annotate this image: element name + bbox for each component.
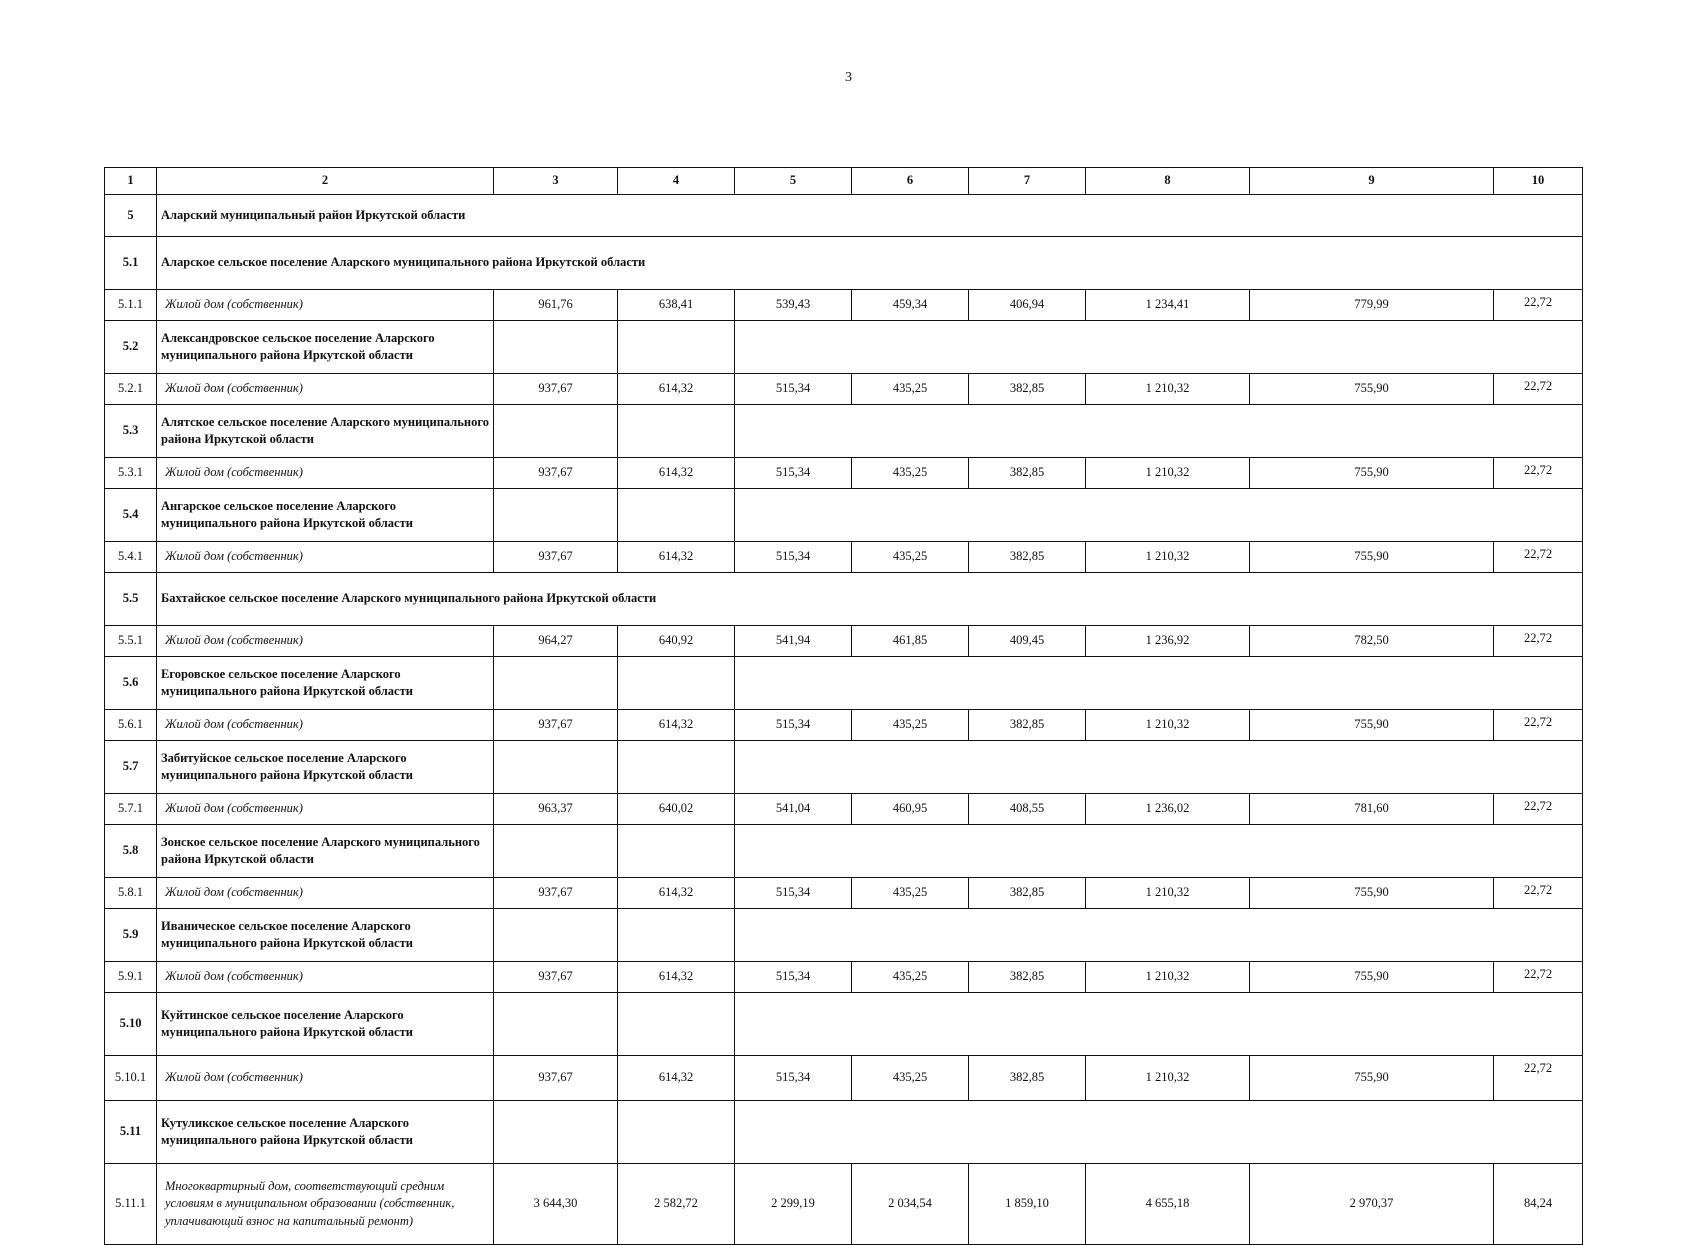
blank-cell <box>735 1101 1583 1164</box>
value-cell: 435,25 <box>852 374 969 405</box>
row-number: 5.5 <box>105 573 157 626</box>
value-cell: 1 236,02 <box>1086 794 1250 825</box>
value-cell: 1 210,32 <box>1086 458 1250 489</box>
row-name: Забитуйское сельское поселение Аларского муниципального района Иркутской области <box>157 741 494 794</box>
value-cell: 382,85 <box>969 374 1086 405</box>
group-row <box>105 405 1583 458</box>
value-cell: 409,45 <box>969 626 1086 657</box>
value-cell: 435,25 <box>852 962 969 993</box>
value-cell: 22,72 <box>1494 458 1583 489</box>
group-row <box>105 909 1583 962</box>
table-row <box>105 374 1583 405</box>
value-cell: 614,32 <box>618 878 735 909</box>
value-cell: 382,85 <box>969 1056 1086 1101</box>
row-number: 5.2.1 <box>105 374 157 405</box>
blank-cell <box>735 489 1583 542</box>
value-cell: 614,32 <box>618 1056 735 1101</box>
value-cell: 1 210,32 <box>1086 374 1250 405</box>
column-header: 4 <box>618 168 735 195</box>
row-name: Жилой дом (собственник) <box>157 542 494 573</box>
blank-cell <box>494 405 618 458</box>
row-number: 5.7.1 <box>105 794 157 825</box>
row-name: Жилой дом (собственник) <box>157 1056 494 1101</box>
value-cell: 22,72 <box>1494 962 1583 993</box>
blank-cell <box>494 1101 618 1164</box>
value-cell: 937,67 <box>494 962 618 993</box>
blank-cell <box>494 741 618 794</box>
value-cell: 755,90 <box>1250 1056 1494 1101</box>
blank-cell <box>618 909 735 962</box>
row-number: 5.2 <box>105 321 157 374</box>
row-name: Александровское сельское поселение Аларского муниципального района Иркутской области <box>157 321 494 374</box>
column-header: 2 <box>157 168 494 195</box>
blank-cell <box>618 1101 735 1164</box>
row-number: 5.1.1 <box>105 290 157 321</box>
row-number: 5.3.1 <box>105 458 157 489</box>
value-cell: 2 582,72 <box>618 1164 735 1245</box>
column-header: 3 <box>494 168 618 195</box>
column-header: 10 <box>1494 168 1583 195</box>
blank-cell <box>735 825 1583 878</box>
row-name: Бахтайское сельское поселение Аларского муниципального района Иркутской области <box>157 573 1583 626</box>
value-cell: 937,67 <box>494 1056 618 1101</box>
blank-cell <box>735 321 1583 374</box>
value-cell: 435,25 <box>852 458 969 489</box>
value-cell: 755,90 <box>1250 458 1494 489</box>
value-cell: 755,90 <box>1250 710 1494 741</box>
row-name: Жилой дом (собственник) <box>157 626 494 657</box>
value-cell: 640,02 <box>618 794 735 825</box>
value-cell: 1 234,41 <box>1086 290 1250 321</box>
blank-cell <box>494 825 618 878</box>
value-cell: 22,72 <box>1494 878 1583 909</box>
value-cell: 435,25 <box>852 1056 969 1101</box>
value-cell: 4 655,18 <box>1086 1164 1250 1245</box>
row-number: 5.11.1 <box>105 1164 157 1245</box>
row-name: Куйтинское сельское поселение Аларского муниципального района Иркутской области <box>157 993 494 1056</box>
row-number: 5.8.1 <box>105 878 157 909</box>
value-cell: 961,76 <box>494 290 618 321</box>
row-name: Жилой дом (собственник) <box>157 962 494 993</box>
value-cell: 781,60 <box>1250 794 1494 825</box>
value-cell: 515,34 <box>735 458 852 489</box>
value-cell: 755,90 <box>1250 962 1494 993</box>
value-cell: 614,32 <box>618 710 735 741</box>
blank-cell <box>618 993 735 1056</box>
group-row <box>105 825 1583 878</box>
blank-cell <box>735 657 1583 710</box>
blank-cell <box>618 405 735 458</box>
value-cell: 937,67 <box>494 542 618 573</box>
value-cell: 515,34 <box>735 878 852 909</box>
value-cell: 782,50 <box>1250 626 1494 657</box>
row-number: 5.11 <box>105 1101 157 1164</box>
table-row <box>105 1164 1583 1245</box>
row-number: 5.7 <box>105 741 157 794</box>
row-number: 5.9 <box>105 909 157 962</box>
row-name: Аларское сельское поселение Аларского муниципального района Иркутской области <box>157 237 1583 290</box>
column-header: 8 <box>1086 168 1250 195</box>
value-cell: 22,72 <box>1494 1056 1583 1101</box>
row-name: Кутуликское сельское поселение Аларского муниципального района Иркутской области <box>157 1101 494 1164</box>
group-row <box>105 657 1583 710</box>
value-cell: 22,72 <box>1494 794 1583 825</box>
blank-cell <box>494 993 618 1056</box>
column-header: 1 <box>105 168 157 195</box>
value-cell: 1 210,32 <box>1086 542 1250 573</box>
value-cell: 435,25 <box>852 710 969 741</box>
blank-cell <box>494 909 618 962</box>
value-cell: 614,32 <box>618 374 735 405</box>
row-name: Зонское сельское поселение Аларского муниципального района Иркутской области <box>157 825 494 878</box>
value-cell: 515,34 <box>735 962 852 993</box>
row-number: 5.5.1 <box>105 626 157 657</box>
row-name: Аларский муниципальный район Иркутской области <box>157 195 1583 237</box>
value-cell: 755,90 <box>1250 542 1494 573</box>
value-cell: 382,85 <box>969 542 1086 573</box>
blank-cell <box>735 405 1583 458</box>
value-cell: 2 970,37 <box>1250 1164 1494 1245</box>
value-cell: 3 644,30 <box>494 1164 618 1245</box>
value-cell: 84,24 <box>1494 1164 1583 1245</box>
group-row <box>105 993 1583 1056</box>
row-name: Жилой дом (собственник) <box>157 878 494 909</box>
blank-cell <box>494 321 618 374</box>
group-row <box>105 489 1583 542</box>
group-row <box>105 321 1583 374</box>
column-header: 9 <box>1250 168 1494 195</box>
value-cell: 515,34 <box>735 710 852 741</box>
blank-cell <box>618 741 735 794</box>
value-cell: 22,72 <box>1494 374 1583 405</box>
value-cell: 640,92 <box>618 626 735 657</box>
column-header: 7 <box>969 168 1086 195</box>
group-row <box>105 741 1583 794</box>
value-cell: 937,67 <box>494 710 618 741</box>
group-row <box>105 237 1583 290</box>
table-row <box>105 794 1583 825</box>
value-cell: 515,34 <box>735 1056 852 1101</box>
blank-cell <box>618 489 735 542</box>
value-cell: 937,67 <box>494 374 618 405</box>
group-row <box>105 1101 1583 1164</box>
tariff-table <box>104 167 1583 1245</box>
row-name: Жилой дом (собственник) <box>157 710 494 741</box>
table-row <box>105 878 1583 909</box>
value-cell: 515,34 <box>735 374 852 405</box>
row-name: Жилой дом (собственник) <box>157 794 494 825</box>
value-cell: 382,85 <box>969 878 1086 909</box>
value-cell: 539,43 <box>735 290 852 321</box>
row-name: Алятское сельское поселение Аларского муниципального района Иркутской области <box>157 405 494 458</box>
value-cell: 755,90 <box>1250 374 1494 405</box>
row-number: 5.10.1 <box>105 1056 157 1101</box>
blank-cell <box>494 657 618 710</box>
value-cell: 459,34 <box>852 290 969 321</box>
value-cell: 1 210,32 <box>1086 710 1250 741</box>
blank-cell <box>735 741 1583 794</box>
page-number: 3 <box>845 70 852 85</box>
table-row <box>105 962 1583 993</box>
row-name: Жилой дом (собственник) <box>157 290 494 321</box>
value-cell: 614,32 <box>618 962 735 993</box>
table-header-row <box>105 168 1583 195</box>
value-cell: 638,41 <box>618 290 735 321</box>
value-cell: 1 210,32 <box>1086 1056 1250 1101</box>
value-cell: 406,94 <box>969 290 1086 321</box>
value-cell: 937,67 <box>494 878 618 909</box>
blank-cell <box>618 657 735 710</box>
table-row <box>105 1056 1583 1101</box>
column-header: 6 <box>852 168 969 195</box>
value-cell: 435,25 <box>852 542 969 573</box>
row-number: 5.1 <box>105 237 157 290</box>
value-cell: 382,85 <box>969 710 1086 741</box>
group-row <box>105 573 1583 626</box>
table-row <box>105 458 1583 489</box>
value-cell: 779,99 <box>1250 290 1494 321</box>
blank-cell <box>618 321 735 374</box>
value-cell: 541,94 <box>735 626 852 657</box>
blank-cell <box>735 993 1583 1056</box>
row-number: 5.3 <box>105 405 157 458</box>
value-cell: 614,32 <box>618 458 735 489</box>
value-cell: 964,27 <box>494 626 618 657</box>
blank-cell <box>494 489 618 542</box>
value-cell: 22,72 <box>1494 710 1583 741</box>
value-cell: 515,34 <box>735 542 852 573</box>
row-number: 5.6 <box>105 657 157 710</box>
value-cell: 461,85 <box>852 626 969 657</box>
value-cell: 2 034,54 <box>852 1164 969 1245</box>
blank-cell <box>618 825 735 878</box>
row-number: 5.9.1 <box>105 962 157 993</box>
value-cell: 22,72 <box>1494 290 1583 321</box>
section-row <box>105 195 1583 237</box>
value-cell: 2 299,19 <box>735 1164 852 1245</box>
table-row <box>105 290 1583 321</box>
blank-cell <box>735 909 1583 962</box>
table-row <box>105 626 1583 657</box>
value-cell: 22,72 <box>1494 542 1583 573</box>
row-name: Иваническое сельское поселение Аларского муниципального района Иркутской области <box>157 909 494 962</box>
table-row <box>105 542 1583 573</box>
column-header: 5 <box>735 168 852 195</box>
value-cell: 382,85 <box>969 458 1086 489</box>
row-number: 5.4.1 <box>105 542 157 573</box>
row-number: 5.6.1 <box>105 710 157 741</box>
table-row <box>105 710 1583 741</box>
row-number: 5.8 <box>105 825 157 878</box>
value-cell: 937,67 <box>494 458 618 489</box>
value-cell: 541,04 <box>735 794 852 825</box>
value-cell: 963,37 <box>494 794 618 825</box>
value-cell: 1 859,10 <box>969 1164 1086 1245</box>
value-cell: 1 210,32 <box>1086 962 1250 993</box>
row-name: Многоквартирный дом, соответствующий средним условиям в муниципальном образовании (собственник, уплачивающий взнос на капитальный ремонт) <box>157 1164 494 1245</box>
value-cell: 1 236,92 <box>1086 626 1250 657</box>
row-number: 5.10 <box>105 993 157 1056</box>
value-cell: 460,95 <box>852 794 969 825</box>
row-name: Жилой дом (собственник) <box>157 374 494 405</box>
value-cell: 435,25 <box>852 878 969 909</box>
row-number: 5.4 <box>105 489 157 542</box>
value-cell: 408,55 <box>969 794 1086 825</box>
row-name: Егоровское сельское поселение Аларского муниципального района Иркутской области <box>157 657 494 710</box>
row-name: Ангарское сельское поселение Аларского муниципального района Иркутской области <box>157 489 494 542</box>
value-cell: 22,72 <box>1494 626 1583 657</box>
value-cell: 755,90 <box>1250 878 1494 909</box>
row-name: Жилой дом (собственник) <box>157 458 494 489</box>
value-cell: 1 210,32 <box>1086 878 1250 909</box>
value-cell: 614,32 <box>618 542 735 573</box>
row-number: 5 <box>105 195 157 237</box>
value-cell: 382,85 <box>969 962 1086 993</box>
table-body <box>105 195 1583 1245</box>
